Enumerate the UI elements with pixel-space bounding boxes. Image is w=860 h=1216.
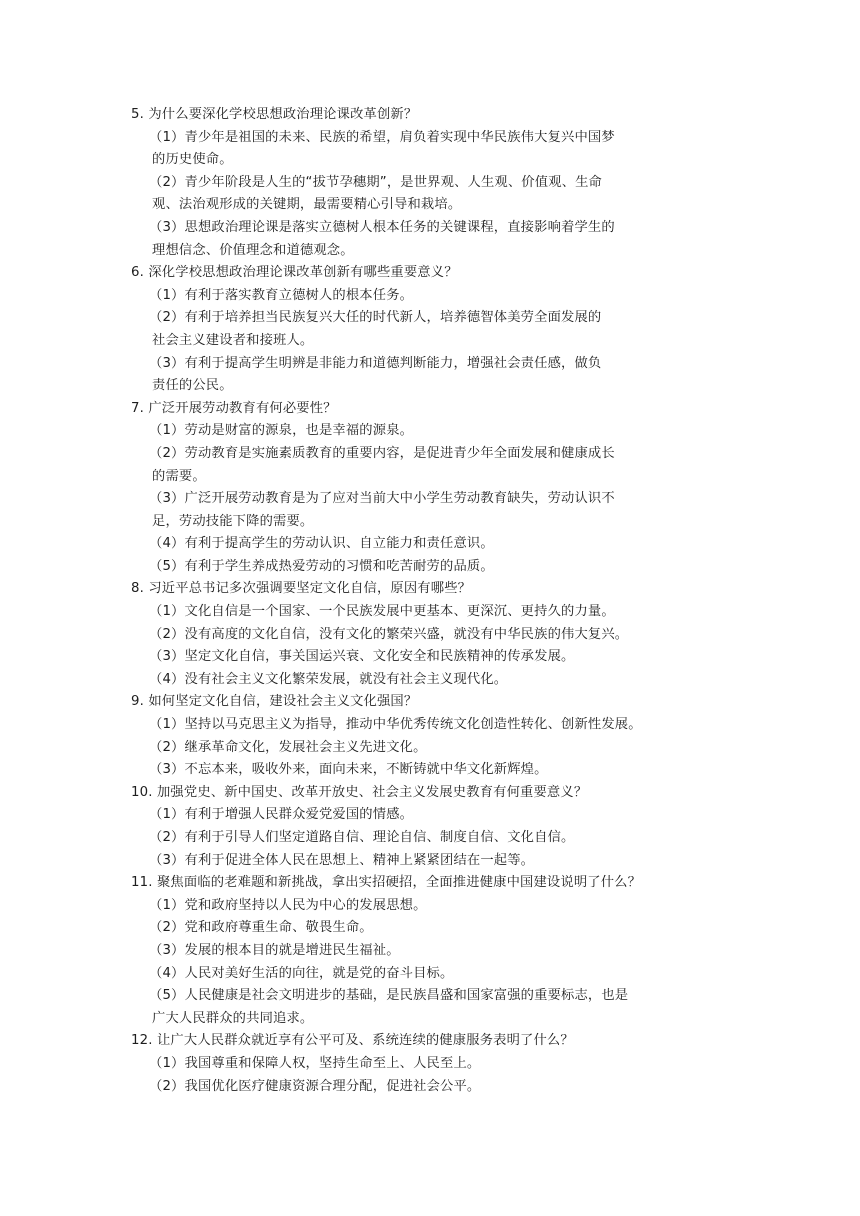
- answer-continuation-line: 的需要。: [152, 468, 206, 484]
- answer-item: [131, 985, 731, 1030]
- answer-item: [131, 127, 731, 172]
- answer-line: （1）有利于落实教育立德树人的根本任务。: [149, 287, 414, 303]
- answer-item: [131, 556, 731, 579]
- answer-line: （3）有利于提高学生明辨是非能力和道德判断能力，增强社会责任感，做负: [149, 355, 602, 371]
- answer-line: （4）没有社会主义文化繁荣发展，就没有社会主义现代化。: [149, 671, 508, 687]
- answer-line: （2）没有高度的文化自信，没有文化的繁荣兴盛，就没有中华民族的伟大复兴。: [149, 626, 629, 642]
- answer-item: [131, 1053, 731, 1076]
- answer-line: （3）思想政治理论课是落实立德树人根本任务的关键课程，直接影响着学生的: [149, 219, 615, 235]
- answer-item: [131, 714, 731, 737]
- answer-continuation-line: 观、法治观形成的关键期，最需要精心引导和栽培。: [152, 197, 462, 213]
- answer-line: （5）有利于学生养成热爱劳动的习惯和吃苦耐劳的品质。: [149, 558, 494, 574]
- answer-item: [131, 827, 731, 850]
- answer-item: [131, 420, 731, 443]
- question-heading: 7. 广泛开展劳动教育有何必要性？: [131, 400, 337, 416]
- answer-item: [131, 601, 731, 624]
- answer-item: [131, 443, 731, 488]
- answer-item: [131, 737, 731, 760]
- answer-continuation-line: 理想信念、价值理念和道德观念。: [152, 242, 354, 258]
- document-content: [131, 104, 731, 1098]
- answer-line: （3）有利于促进全体人民在思想上、精神上紧紧团结在一起等。: [149, 852, 535, 868]
- answer-line: （1）劳动是财富的源泉，也是幸福的源泉。: [149, 423, 414, 439]
- answer-line: （1）有利于增强人民群众爱党爱国的情感。: [149, 807, 414, 823]
- question-heading: 10. 加强党史、新中国史、改革开放史、社会主义发展史教育有何重要意义？: [131, 784, 588, 800]
- answer-item: [131, 488, 731, 533]
- answer-continuation-line: 的历史使命。: [152, 152, 233, 168]
- answer-item: [131, 1076, 731, 1099]
- question-heading: 11. 聚焦面临的老难题和新挑战，拿出实招硬招，全面推进健康中国建设说明了什么？: [131, 875, 642, 891]
- answer-line: （2）继承革命文化，发展社会主义先进文化。: [149, 739, 427, 755]
- answer-item: [131, 963, 731, 986]
- answer-line: （2）有利于引导人们坚定道路自信、理论自信、制度自信、文化自信。: [149, 830, 575, 845]
- answer-item: [131, 917, 731, 940]
- answer-line: （2）有利于培养担当民族复兴大任的时代新人，培养德智体美劳全面发展的: [149, 310, 602, 326]
- question-heading: 8. 习近平总书记多次强调要坚定文化自信，原因有哪些？: [131, 581, 472, 597]
- answer-continuation-line: 足，劳动技能下降的需要。: [152, 513, 314, 529]
- answer-line: （2）劳动教育是实施素质教育的重要内容，是促进青少年全面发展和健康成长: [149, 445, 615, 461]
- answer-item: [131, 940, 731, 963]
- answer-line: （1）文化自信是一个国家、一个民族发展中更基本、更深沉、更持久的力量。: [149, 604, 615, 620]
- question-heading: 6. 深化学校思想政治理论课改革创新有哪些重要意义？: [131, 265, 458, 281]
- answer-item: [131, 669, 731, 692]
- answer-line: （1）党和政府坚持以人民为中心的发展思想。: [149, 897, 427, 913]
- answer-line: （3）不忘本来，吸收外来，面向未来，不断铸就中华文化新辉煌。: [149, 762, 548, 778]
- question-heading: 5. 为什么要深化学校思想政治理论课改革创新？: [131, 107, 418, 122]
- answer-line: （4）人民对美好生活的向往，就是党的奋斗目标。: [149, 965, 454, 981]
- answer-line: （2）我国优化医疗健康资源合理分配，促进社会公平。: [149, 1078, 481, 1094]
- answer-line: （3）发展的根本目的就是增进民生福祉。: [149, 942, 400, 958]
- answer-continuation-line: 责任的公民。: [152, 378, 233, 394]
- answer-item: [131, 285, 731, 308]
- answer-line: （4）有利于提高学生的劳动认识、自立能力和责任意识。: [149, 536, 494, 552]
- question-heading: 12. 让广大人民群众就近享有公平可及、系统连续的健康服务表明了什么？: [131, 1033, 574, 1049]
- answer-line: （1）我国尊重和保障人权，坚持生命至上、人民至上。: [149, 1055, 481, 1071]
- answer-item: [131, 624, 731, 647]
- question-block: [131, 578, 731, 691]
- answer-item: [131, 759, 731, 782]
- question-block: [131, 691, 731, 781]
- answer-item: [131, 804, 731, 827]
- answer-item: [131, 217, 731, 262]
- question-block: [131, 104, 731, 262]
- answer-item: [131, 646, 731, 669]
- answer-item: [131, 895, 731, 918]
- question-block: [131, 782, 731, 872]
- answer-continuation-line: 社会主义建设者和接班人。: [152, 332, 314, 348]
- answer-item: [131, 353, 731, 398]
- question-block: [131, 1030, 731, 1098]
- answer-continuation-line: 广大人民群众的共同追求。: [152, 1010, 314, 1026]
- answer-item: [131, 307, 731, 352]
- answer-item: [131, 850, 731, 873]
- question-heading: 9. 如何坚定文化自信，建设社会主义文化强国？: [131, 694, 418, 710]
- question-block: [131, 872, 731, 1030]
- answer-item: [131, 533, 731, 556]
- answer-line: （5）人民健康是社会文明进步的基础，是民族昌盛和国家富强的重要标志，也是: [149, 988, 629, 1004]
- answer-line: （3）坚定文化自信，事关国运兴衰、文化安全和民族精神的传承发展。: [149, 649, 575, 665]
- question-block: [131, 262, 731, 398]
- answer-line: （1）坚持以马克思主义为指导，推动中华优秀传统文化创造性转化、创新性发展。: [149, 717, 642, 733]
- answer-line: （2）青少年阶段是人生的“拔节孕穗期”，是世界观、人生观、价值观、生命: [149, 174, 602, 190]
- answer-line: （3）广泛开展劳动教育是为了应对当前大中小学生劳动教育缺失，劳动认识不: [149, 491, 615, 507]
- answer-line: （1）青少年是祖国的未来、民族的希望，肩负着实现中华民族伟大复兴中国梦: [149, 129, 615, 145]
- question-block: [131, 398, 731, 579]
- answer-line: （2）党和政府尊重生命、敬畏生命。: [149, 920, 373, 936]
- answer-item: [131, 172, 731, 217]
